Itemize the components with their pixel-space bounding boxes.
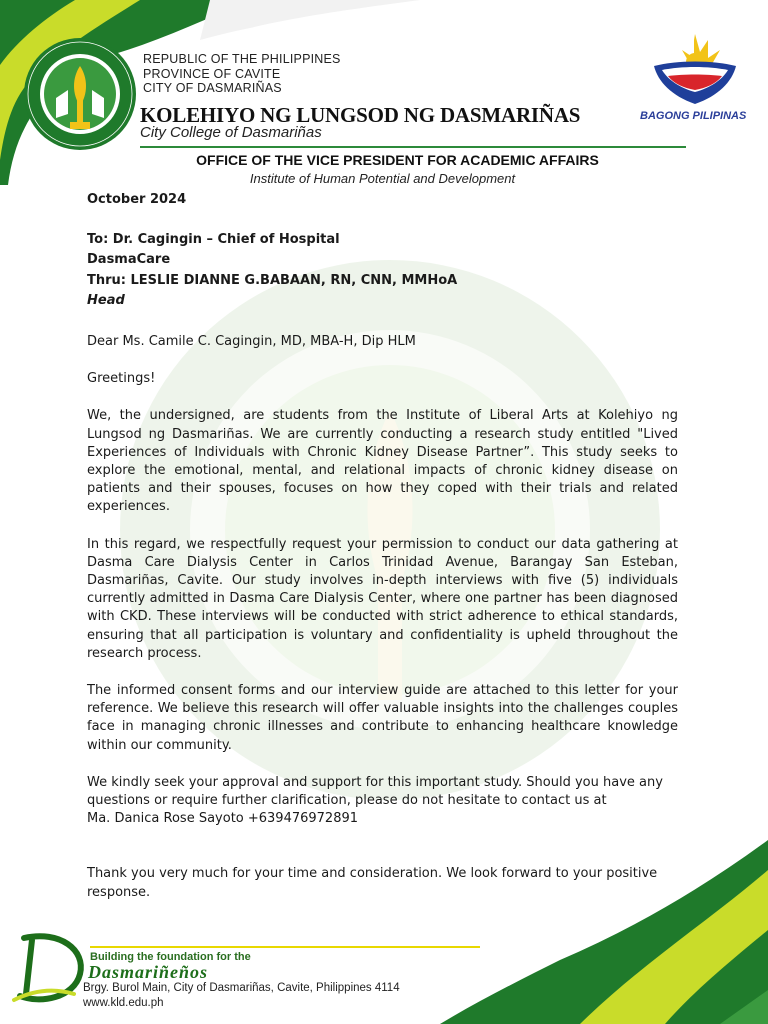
college-name: KOLEHIYO NG LUNGSOD NG DASMARIÑAS bbox=[140, 103, 581, 127]
footer-yellow-line bbox=[90, 946, 480, 948]
footer-website: www.kld.edu.ph bbox=[83, 997, 164, 1009]
paragraph-attachments: The informed consent forms and our interview guide are attached to this letter for your reference. We believe this research will offer valuable insights into the challenges couples face in managing chronic illnesses and contribute to enhancing healthcare knowledge within our community. bbox=[87, 683, 678, 753]
gov-line-city: CITY OF DASMARIÑAS bbox=[143, 81, 282, 95]
institute-subtitle: Institute of Human Potential and Development bbox=[249, 171, 516, 186]
gov-line-province: PROVINCE OF CAVITE bbox=[143, 66, 281, 81]
greeting: Greetings! bbox=[87, 371, 156, 387]
college-english-name: City College of Dasmariñas bbox=[140, 124, 322, 141]
footer-address: Brgy. Burol Main, City of Dasmariñas, Cavite, Philippines 4114 bbox=[83, 982, 400, 994]
office-title: OFFICE OF THE VICE PRESIDENT FOR ACADEMIC AFFAIRS bbox=[196, 152, 599, 168]
footer-slogan: Building the foundation for the bbox=[90, 951, 251, 963]
paragraph-request: In this regard, we respectfully request your permission to conduct our data gathering at Dasma Care Dialysis Center in Carlos Trinidad Avenue, Barangay San Esteban, Dasmariñas, Cavite. Our study involves in-depth interviews with five (5) individuals currently admitted in Dasma Care Dialysis Center, where one partner has been diagnosed with CKD. These interviews will be conducted with strict adherence to ethical standards, ensuring that all participation is voluntary and confidentiality is upheld throughout the research process. bbox=[87, 536, 678, 661]
contact-line-2: questions or require further clarification, please do not hesitate to contact us at bbox=[87, 793, 607, 809]
addressee-organization: DasmaCare bbox=[87, 252, 171, 268]
letter-body bbox=[87, 191, 678, 902]
contact-line-1: We kindly seek your approval and support for this important study. Should you have any bbox=[87, 774, 663, 790]
footer-script-word: Dasmariñeños bbox=[88, 962, 209, 982]
gov-line-republic: REPUBLIC OF THE PHILIPPINES bbox=[143, 52, 341, 66]
paragraph-intro: We, the undersigned, are students from the Institute of Liberal Arts at Kolehiyo ng Lungsod ng Dasmariñas. We are currently conducting a research study entitled "Lived Experiences of Individuals with Chronic Kidney Disease Partner”. This study seeks to explore the emotional, mental, and relational impacts of chronic kidney disease on patients and their spouses, focuses on how they coped with their trials and related experiences. bbox=[87, 408, 678, 515]
closing-paragraph: Thank you very much for your time and consideration. We look forward to your positive response. bbox=[87, 866, 658, 900]
spacer bbox=[87, 209, 678, 229]
bagong-pilipinas-logo bbox=[648, 30, 742, 112]
college-seal-logo bbox=[22, 36, 138, 152]
letter-date: October 2024 bbox=[87, 192, 187, 207]
thru-title: Head bbox=[87, 292, 125, 308]
thru-line: Thru: LESLIE DIANNE G.BABAAN, RN, CNN, MMHoA bbox=[87, 272, 458, 288]
paragraph-contact bbox=[87, 774, 678, 829]
footer-script-logo bbox=[10, 928, 90, 1008]
header-divider bbox=[140, 146, 686, 148]
bagong-pilipinas-label: BAGONG PILIPINAS bbox=[640, 110, 747, 122]
contact-person-phone: Ma. Danica Rose Sayoto +639476972891 bbox=[87, 811, 359, 827]
government-header bbox=[143, 52, 341, 96]
salutation: Dear Ms. Camile C. Cagingin, MD, MBA-H, Dip HLM bbox=[87, 334, 416, 350]
addressee-line: To: Dr. Cagingin – Chief of Hospital bbox=[87, 232, 340, 248]
